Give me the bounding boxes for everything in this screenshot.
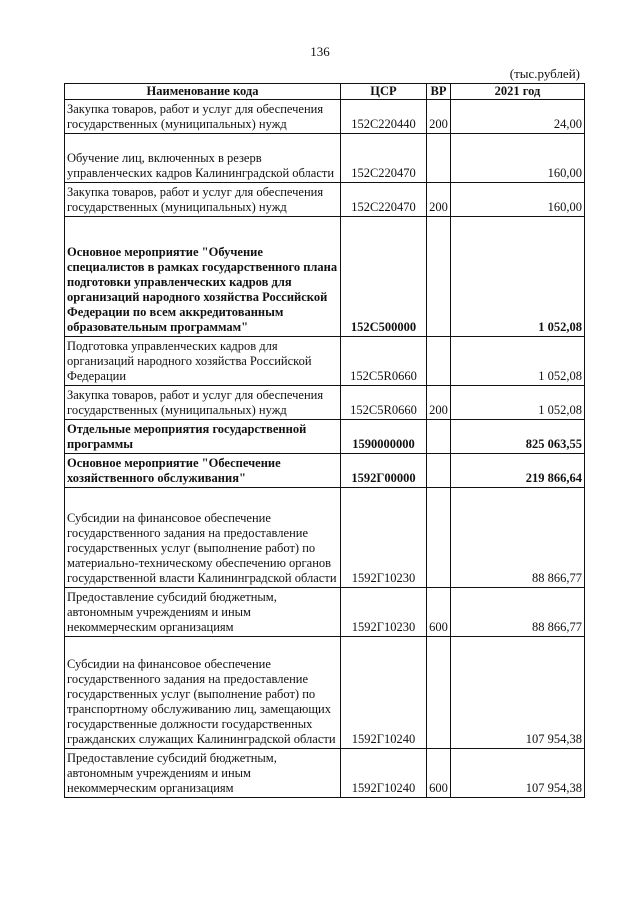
- header-year: 2021 год: [451, 84, 585, 100]
- cell-name: Субсидии на финансовое обеспечение государственного задания на предоставление государственных услуг (выполнение работ) по транспортному обслуживанию лиц, замещающих государственные должности государственных гражданских служащих Калининградской области: [65, 637, 341, 749]
- cell-amount: 107 954,38: [451, 749, 585, 798]
- budget-table: [64, 83, 585, 798]
- cell-csr: 1592Г10230: [341, 588, 427, 637]
- cell-csr: 152С220440: [341, 100, 427, 134]
- cell-amount: 160,00: [451, 183, 585, 217]
- cell-name: Предоставление субсидий бюджетным, автономным учреждениям и иным некоммерческим организациям: [65, 588, 341, 637]
- table-row: [65, 183, 585, 217]
- units-label: (тыс.рублей): [509, 66, 580, 81]
- cell-name: Обучение лиц, включенных в резерв управленческих кадров Калининградской области: [65, 134, 341, 183]
- cell-csr: 1592Г10240: [341, 749, 427, 798]
- cell-name: Основное мероприятие "Обеспечение хозяйственного обслуживания": [65, 454, 341, 488]
- cell-amount: 88 866,77: [451, 488, 585, 588]
- cell-name: Субсидии на финансовое обеспечение государственного задания на предоставление государственных услуг (выполнение работ) по материально-техническому обеспечению органов государственной власти Калининградской области: [65, 488, 341, 588]
- table-row: [65, 749, 585, 798]
- cell-amount: 219 866,64: [451, 454, 585, 488]
- cell-vr: 200: [427, 386, 451, 420]
- cell-csr: 1590000000: [341, 420, 427, 454]
- cell-name: Подготовка управленческих кадров для организаций народного хозяйства Российской Федерации: [65, 337, 341, 386]
- cell-name: Закупка товаров, работ и услуг для обеспечения государственных (муниципальных) нужд: [65, 183, 341, 217]
- table-row: [65, 386, 585, 420]
- table-row: [65, 488, 585, 588]
- table-row: [65, 100, 585, 134]
- cell-amount: 825 063,55: [451, 420, 585, 454]
- table-row: [65, 454, 585, 488]
- cell-amount: 88 866,77: [451, 588, 585, 637]
- table-row: [65, 337, 585, 386]
- cell-vr: [427, 217, 451, 337]
- cell-amount: 1 052,08: [451, 386, 585, 420]
- cell-csr: 152С220470: [341, 183, 427, 217]
- table-row: [65, 420, 585, 454]
- table-header-row: [65, 84, 585, 100]
- header-vr: ВР: [427, 84, 451, 100]
- cell-vr: [427, 488, 451, 588]
- cell-vr: [427, 337, 451, 386]
- cell-vr: [427, 637, 451, 749]
- cell-vr: 600: [427, 588, 451, 637]
- cell-csr: 1592Г00000: [341, 454, 427, 488]
- cell-name: Основное мероприятие "Обучение специалистов в рамках государственного плана подготовки управленческих кадров для организаций народного хозяйства Российской Федерации по всем аккредитованным образовательным программам": [65, 217, 341, 337]
- cell-vr: [427, 420, 451, 454]
- header-csr: ЦСР: [341, 84, 427, 100]
- table-row: [65, 588, 585, 637]
- cell-amount: 160,00: [451, 134, 585, 183]
- cell-vr: 600: [427, 749, 451, 798]
- cell-vr: 200: [427, 183, 451, 217]
- cell-csr: 152С220470: [341, 134, 427, 183]
- cell-amount: 107 954,38: [451, 637, 585, 749]
- cell-csr: 152С5R0660: [341, 337, 427, 386]
- cell-name: Закупка товаров, работ и услуг для обеспечения государственных (муниципальных) нужд: [65, 100, 341, 134]
- cell-csr: 1592Г10230: [341, 488, 427, 588]
- table-row: [65, 217, 585, 337]
- cell-name: Отдельные мероприятия государственной программы: [65, 420, 341, 454]
- cell-csr: 152С5R0660: [341, 386, 427, 420]
- page-number: 136: [310, 44, 330, 59]
- cell-name: Закупка товаров, работ и услуг для обеспечения государственных (муниципальных) нужд: [65, 386, 341, 420]
- header-name: Наименование кода: [65, 84, 341, 100]
- cell-amount: 1 052,08: [451, 337, 585, 386]
- table-row: [65, 134, 585, 183]
- cell-csr: 1592Г10240: [341, 637, 427, 749]
- cell-amount: 1 052,08: [451, 217, 585, 337]
- cell-name: Предоставление субсидий бюджетным, автономным учреждениям и иным некоммерческим организациям: [65, 749, 341, 798]
- cell-vr: 200: [427, 100, 451, 134]
- cell-vr: [427, 454, 451, 488]
- cell-vr: [427, 134, 451, 183]
- cell-amount: 24,00: [451, 100, 585, 134]
- cell-csr: 152С500000: [341, 217, 427, 337]
- table-row: [65, 637, 585, 749]
